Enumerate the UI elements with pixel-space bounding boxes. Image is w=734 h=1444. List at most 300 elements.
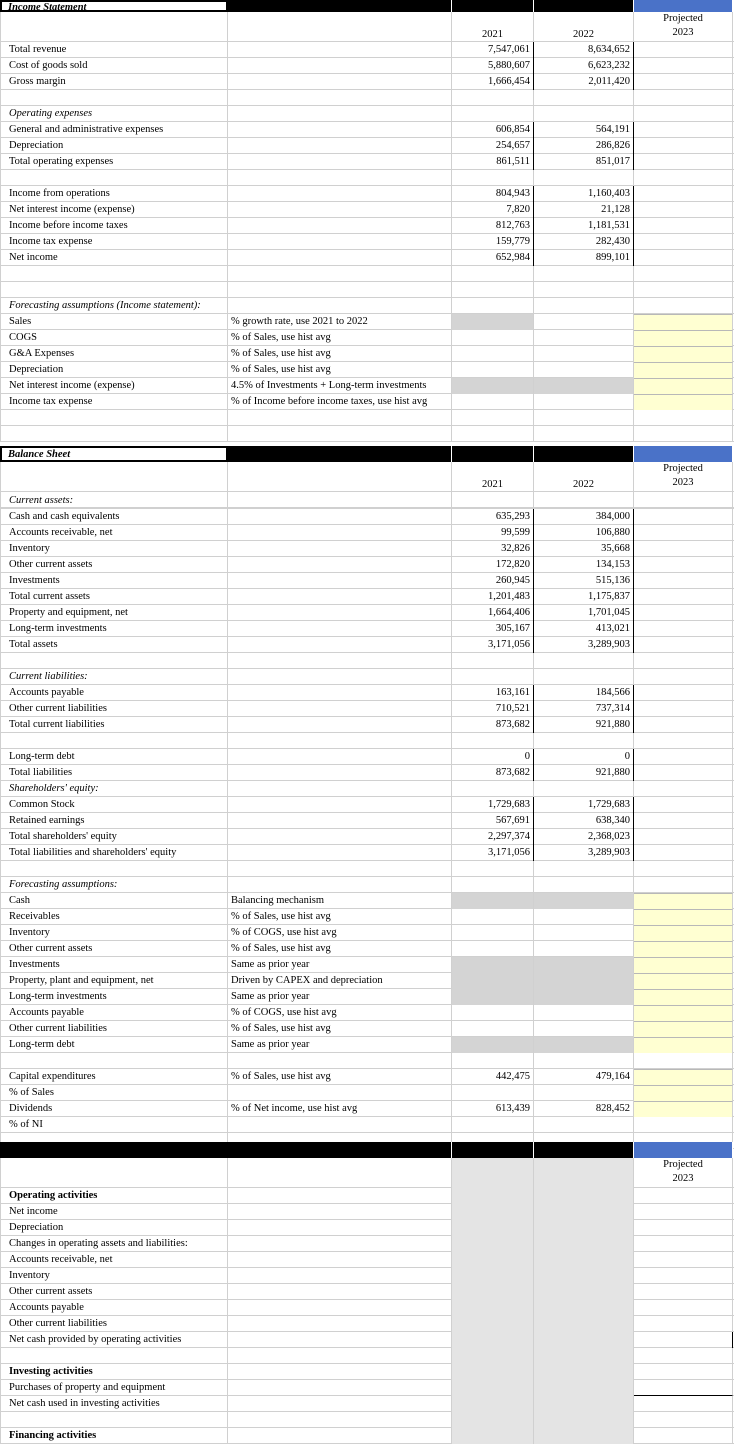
- cell: [0, 90, 228, 106]
- cell: [634, 797, 733, 813]
- cell: [634, 1396, 733, 1412]
- cell: [228, 154, 452, 170]
- cell: [0, 1348, 228, 1364]
- section-heading: Financing activities: [0, 1428, 228, 1444]
- cell: [228, 861, 452, 877]
- table-row: [0, 346, 734, 362]
- cell: [228, 525, 452, 541]
- cell: [228, 426, 452, 442]
- cell: [534, 1204, 634, 1220]
- table-row: [0, 1428, 734, 1444]
- value-2021: 873,682: [452, 717, 534, 733]
- cell: [228, 653, 452, 669]
- year-2022: 2022: [534, 12, 634, 42]
- cell: [534, 1053, 634, 1069]
- row-label: Receivables: [0, 909, 228, 925]
- row-label: Inventory: [0, 541, 228, 557]
- cell: [452, 909, 534, 925]
- cell: [228, 1396, 452, 1412]
- table-row: [0, 797, 734, 813]
- section-heading: Forecasting assumptions (Income statement):: [0, 298, 228, 314]
- cell: [534, 266, 634, 282]
- row-label: Other current liabilities: [0, 1021, 228, 1037]
- assumption: % of Sales, use hist avg: [228, 346, 452, 362]
- cell: [634, 717, 733, 733]
- row-label: Capital expenditures: [0, 1069, 228, 1085]
- assumption: % of Sales, use hist avg: [228, 1021, 452, 1037]
- table-row: [0, 845, 734, 861]
- row-label: Accounts receivable, net: [0, 1252, 228, 1268]
- cell: [228, 701, 452, 717]
- table-row: [0, 525, 734, 541]
- cell: [634, 138, 733, 154]
- cell: [634, 1364, 733, 1380]
- cell: [228, 781, 452, 797]
- value-2021: 652,984: [452, 250, 534, 266]
- cell: [228, 186, 452, 202]
- row-label: Purchases of property and equipment: [0, 1380, 228, 1396]
- cell: [228, 1284, 452, 1300]
- value-2021: 7,820: [452, 202, 534, 218]
- value-2022: 1,729,683: [534, 797, 634, 813]
- row-label: Net cash used in investing activities: [0, 1396, 228, 1412]
- cell: [228, 1332, 452, 1348]
- cell: [228, 493, 452, 509]
- cell: [534, 1117, 634, 1133]
- cell: [634, 282, 733, 298]
- cell: [634, 106, 733, 122]
- table-row: [0, 122, 734, 138]
- table-row: [0, 1348, 734, 1364]
- value-2021: 606,854: [452, 122, 534, 138]
- cell: [534, 1236, 634, 1252]
- cell: [452, 1364, 534, 1380]
- cell: [0, 282, 228, 298]
- cell: [0, 1412, 228, 1428]
- assumption: % of COGS, use hist avg: [228, 1005, 452, 1021]
- cell: [634, 378, 733, 394]
- year-2021: 2021: [452, 462, 534, 492]
- cell: [0, 266, 228, 282]
- table-row: [0, 509, 734, 525]
- cell: [634, 202, 733, 218]
- row-label: Total shareholders' equity: [0, 829, 228, 845]
- table-row: [0, 669, 734, 685]
- value-2021: 3,171,056: [452, 637, 534, 653]
- value-2021: 0: [452, 749, 534, 765]
- cell: [228, 282, 452, 298]
- cell: [452, 1412, 534, 1428]
- cell: [634, 1236, 733, 1252]
- cell: [452, 1332, 534, 1348]
- cell: [452, 426, 534, 442]
- cell: [452, 410, 534, 426]
- cell: [634, 58, 733, 74]
- cell: [534, 346, 634, 362]
- cell: [534, 1021, 634, 1037]
- cell: [228, 74, 452, 90]
- cell: [534, 1268, 634, 1284]
- cell: [534, 877, 634, 893]
- cell: [634, 1101, 733, 1117]
- cell: [634, 701, 733, 717]
- value-2021: 442,475: [452, 1069, 534, 1085]
- cell: [634, 394, 733, 410]
- cell: [634, 1252, 733, 1268]
- value-2022: 0: [534, 749, 634, 765]
- cell: [634, 781, 733, 797]
- value-2021: 613,439: [452, 1101, 534, 1117]
- table-row: [0, 1204, 734, 1220]
- cell: [534, 1364, 634, 1380]
- table-row: [0, 1268, 734, 1284]
- cell: [634, 973, 733, 989]
- cell: [228, 250, 452, 266]
- table-row: [0, 106, 734, 122]
- row-label: Cash and cash equivalents: [0, 509, 228, 525]
- cell: [228, 1117, 452, 1133]
- cell: [534, 1300, 634, 1316]
- row-label: Total current assets: [0, 589, 228, 605]
- table-row: [0, 314, 734, 330]
- table-row: [0, 541, 734, 557]
- cell: [228, 1300, 452, 1316]
- value-2022: 737,314: [534, 701, 634, 717]
- value-2021: 260,945: [452, 573, 534, 589]
- cell: [634, 1412, 733, 1428]
- cell: [534, 925, 634, 941]
- cell: [452, 781, 534, 797]
- value-2021: 7,547,061: [452, 42, 534, 58]
- row-label: Retained earnings: [0, 813, 228, 829]
- cell: [534, 426, 634, 442]
- cell: [534, 1220, 634, 1236]
- cell: [452, 957, 534, 973]
- cell: [634, 605, 733, 621]
- cell: [452, 1204, 534, 1220]
- table-row: [0, 973, 734, 989]
- cell: [228, 170, 452, 186]
- cell: [228, 573, 452, 589]
- table-row: [0, 749, 734, 765]
- cell: [634, 74, 733, 90]
- cell: [634, 1316, 733, 1332]
- cell: [634, 1085, 733, 1101]
- table-row: [0, 781, 734, 797]
- table-row: [0, 637, 734, 653]
- projected-2023: Projected 2023: [634, 462, 733, 492]
- cell: [452, 1428, 534, 1444]
- assumption: Same as prior year: [228, 957, 452, 973]
- assumption: % of COGS, use hist avg: [228, 925, 452, 941]
- table-row: [0, 589, 734, 605]
- cell: [228, 266, 452, 282]
- cell: [634, 685, 733, 701]
- table-row: [0, 298, 734, 314]
- cell: [452, 1188, 534, 1204]
- table-row: [0, 1188, 734, 1204]
- table-row: [0, 1021, 734, 1037]
- cell: [534, 330, 634, 346]
- value-2021: 172,820: [452, 557, 534, 573]
- row-label: Income from operations: [0, 186, 228, 202]
- table-row: [0, 42, 734, 58]
- row-label: Property and equipment, net: [0, 605, 228, 621]
- cell: [228, 685, 452, 701]
- cell: [634, 877, 733, 893]
- cell: [452, 1085, 534, 1101]
- cell: [228, 557, 452, 573]
- cell: [452, 1300, 534, 1316]
- cell: [228, 1316, 452, 1332]
- row-label: % of NI: [0, 1117, 228, 1133]
- cell: [452, 1252, 534, 1268]
- table-row: [0, 893, 734, 909]
- value-2021: 812,763: [452, 218, 534, 234]
- cell: [228, 122, 452, 138]
- row-label: Inventory: [0, 925, 228, 941]
- value-2022: 413,021: [534, 621, 634, 637]
- value-2021: 32,826: [452, 541, 534, 557]
- section-heading: Forecasting assumptions:: [0, 877, 228, 893]
- balance-title: Balance Sheet: [0, 446, 228, 462]
- table-row: [0, 493, 734, 509]
- assumption: % growth rate, use 2021 to 2022: [228, 314, 452, 330]
- balance-year-row: [0, 462, 734, 492]
- cell: [534, 861, 634, 877]
- value-2022: 8,634,652: [534, 42, 634, 58]
- cell: [228, 797, 452, 813]
- row-label: Total liabilities: [0, 765, 228, 781]
- table-row: [0, 234, 734, 250]
- cell: [0, 170, 228, 186]
- cell: [634, 733, 733, 749]
- cell: [534, 893, 634, 909]
- row-label: Long-term debt: [0, 749, 228, 765]
- row-label: Other current assets: [0, 557, 228, 573]
- cell: [534, 733, 634, 749]
- value-2022: 1,160,403: [534, 186, 634, 202]
- value-2021: 1,664,406: [452, 605, 534, 621]
- value-2022: 3,289,903: [534, 637, 634, 653]
- cell: [452, 1396, 534, 1412]
- cell: [534, 410, 634, 426]
- table-row: [0, 605, 734, 621]
- cell: [452, 653, 534, 669]
- cell: [228, 669, 452, 685]
- cell: [228, 605, 452, 621]
- cell: [228, 733, 452, 749]
- cell: [452, 1117, 534, 1133]
- cell: [634, 170, 733, 186]
- cell: [534, 909, 634, 925]
- row-label: Gross margin: [0, 74, 228, 90]
- row-label: Changes in operating assets and liabilities:: [0, 1236, 228, 1252]
- cell: [452, 733, 534, 749]
- assumption: % of Net income, use hist avg: [228, 1101, 452, 1117]
- cell: [0, 1053, 228, 1069]
- assumption: % of Sales, use hist avg: [228, 1069, 452, 1085]
- cell: [534, 989, 634, 1005]
- cell: [228, 218, 452, 234]
- row-label: Long-term debt: [0, 1037, 228, 1053]
- income-header-row: [0, 0, 734, 12]
- cell: [0, 410, 228, 426]
- cell: [634, 90, 733, 106]
- value-2022: 1,181,531: [534, 218, 634, 234]
- cell: [634, 941, 733, 957]
- cell: [452, 1348, 534, 1364]
- cell: [452, 989, 534, 1005]
- cell: [228, 1268, 452, 1284]
- row-label: Dividends: [0, 1101, 228, 1117]
- cell: [634, 893, 733, 909]
- table-row: [0, 941, 734, 957]
- row-label: Income tax expense: [0, 234, 228, 250]
- table-row: [0, 250, 734, 266]
- cell: [634, 1428, 733, 1444]
- cell: [634, 1348, 733, 1364]
- cell: [634, 42, 733, 58]
- table-row: [0, 74, 734, 90]
- cell: [634, 957, 733, 973]
- cell: [228, 1053, 452, 1069]
- table-row: [0, 1252, 734, 1268]
- cell: [534, 1380, 634, 1396]
- assumption: Balancing mechanism: [228, 893, 452, 909]
- table-row: [0, 557, 734, 573]
- row-label: Depreciation: [0, 362, 228, 378]
- row-label: Accounts payable: [0, 1300, 228, 1316]
- table-row: [0, 394, 734, 410]
- cell: [634, 637, 733, 653]
- row-label: Investments: [0, 957, 228, 973]
- table-row: [0, 861, 734, 877]
- cell: [634, 829, 733, 845]
- cell: [634, 1188, 733, 1204]
- cell: [634, 1380, 733, 1396]
- row-label: Investments: [0, 573, 228, 589]
- table-row: [0, 1412, 734, 1428]
- value-2022: 851,017: [534, 154, 634, 170]
- cell: [534, 653, 634, 669]
- income-title: Income Statement: [0, 0, 228, 12]
- cell: [634, 154, 733, 170]
- cell: [634, 122, 733, 138]
- cell: [0, 861, 228, 877]
- cell: [452, 266, 534, 282]
- table-row: [0, 717, 734, 733]
- cell: [534, 1428, 634, 1444]
- cell: [634, 621, 733, 637]
- row-label: Net income: [0, 250, 228, 266]
- table-row: [0, 1220, 734, 1236]
- cell: [0, 733, 228, 749]
- row-label: Sales: [0, 314, 228, 330]
- assumption: Same as prior year: [228, 989, 452, 1005]
- cell: [634, 410, 733, 426]
- row-label: Income before income taxes: [0, 218, 228, 234]
- table-row: [0, 1005, 734, 1021]
- cell: [634, 1284, 733, 1300]
- value-2022: 2,368,023: [534, 829, 634, 845]
- row-label: Total revenue: [0, 42, 228, 58]
- cell: [634, 1220, 733, 1236]
- cell: [0, 426, 228, 442]
- cell: [452, 378, 534, 394]
- cell: [634, 1204, 733, 1220]
- row-label: Long-term investments: [0, 989, 228, 1005]
- cell: [634, 1021, 733, 1037]
- cell: [452, 941, 534, 957]
- value-2021: 5,880,607: [452, 58, 534, 74]
- cell: [228, 1348, 452, 1364]
- cell: [228, 298, 452, 314]
- cell: [452, 1236, 534, 1252]
- table-row: [0, 362, 734, 378]
- cell: [452, 973, 534, 989]
- row-label: Other current liabilities: [0, 701, 228, 717]
- table-row: [0, 186, 734, 202]
- row-label: Accounts payable: [0, 1005, 228, 1021]
- cell: [452, 170, 534, 186]
- table-row: [0, 218, 734, 234]
- value-2022: 35,668: [534, 541, 634, 557]
- cell: [534, 1332, 634, 1348]
- income-year-row: [0, 12, 734, 42]
- cell: [228, 621, 452, 637]
- cell: [228, 541, 452, 557]
- value-2022: 479,164: [534, 1069, 634, 1085]
- table-row: [0, 829, 734, 845]
- cell: [228, 829, 452, 845]
- cell: [634, 765, 733, 781]
- row-label: Long-term investments: [0, 621, 228, 637]
- value-2022: 6,623,232: [534, 58, 634, 74]
- cell: [452, 298, 534, 314]
- value-2022: 921,880: [534, 717, 634, 733]
- table-row: [0, 765, 734, 781]
- value-2021: 1,729,683: [452, 797, 534, 813]
- table-row: [0, 621, 734, 637]
- cell: [634, 330, 733, 346]
- table-row: [0, 1085, 734, 1101]
- cell: [452, 1053, 534, 1069]
- value-2021: 3,171,056: [452, 845, 534, 861]
- cell: [534, 973, 634, 989]
- value-2021: 2,297,374: [452, 829, 534, 845]
- table-row: [0, 957, 734, 973]
- cell: [228, 106, 452, 122]
- value-2022: 21,128: [534, 202, 634, 218]
- section-heading: Shareholders' equity:: [0, 781, 228, 797]
- row-label: Depreciation: [0, 138, 228, 154]
- cell: [452, 314, 534, 330]
- assumption: % of Sales, use hist avg: [228, 941, 452, 957]
- cell: [228, 138, 452, 154]
- value-2022: 1,701,045: [534, 605, 634, 621]
- table-row: [0, 378, 734, 394]
- row-label: Accounts payable: [0, 685, 228, 701]
- section-heading: Operating expenses: [0, 106, 228, 122]
- cell: [634, 525, 733, 541]
- row-label: Net cash provided by operating activities: [0, 1332, 228, 1348]
- cell: [228, 509, 452, 525]
- cell: [634, 1069, 733, 1085]
- table-row: [0, 282, 734, 298]
- cell: [634, 509, 733, 525]
- table-row: [0, 1380, 734, 1396]
